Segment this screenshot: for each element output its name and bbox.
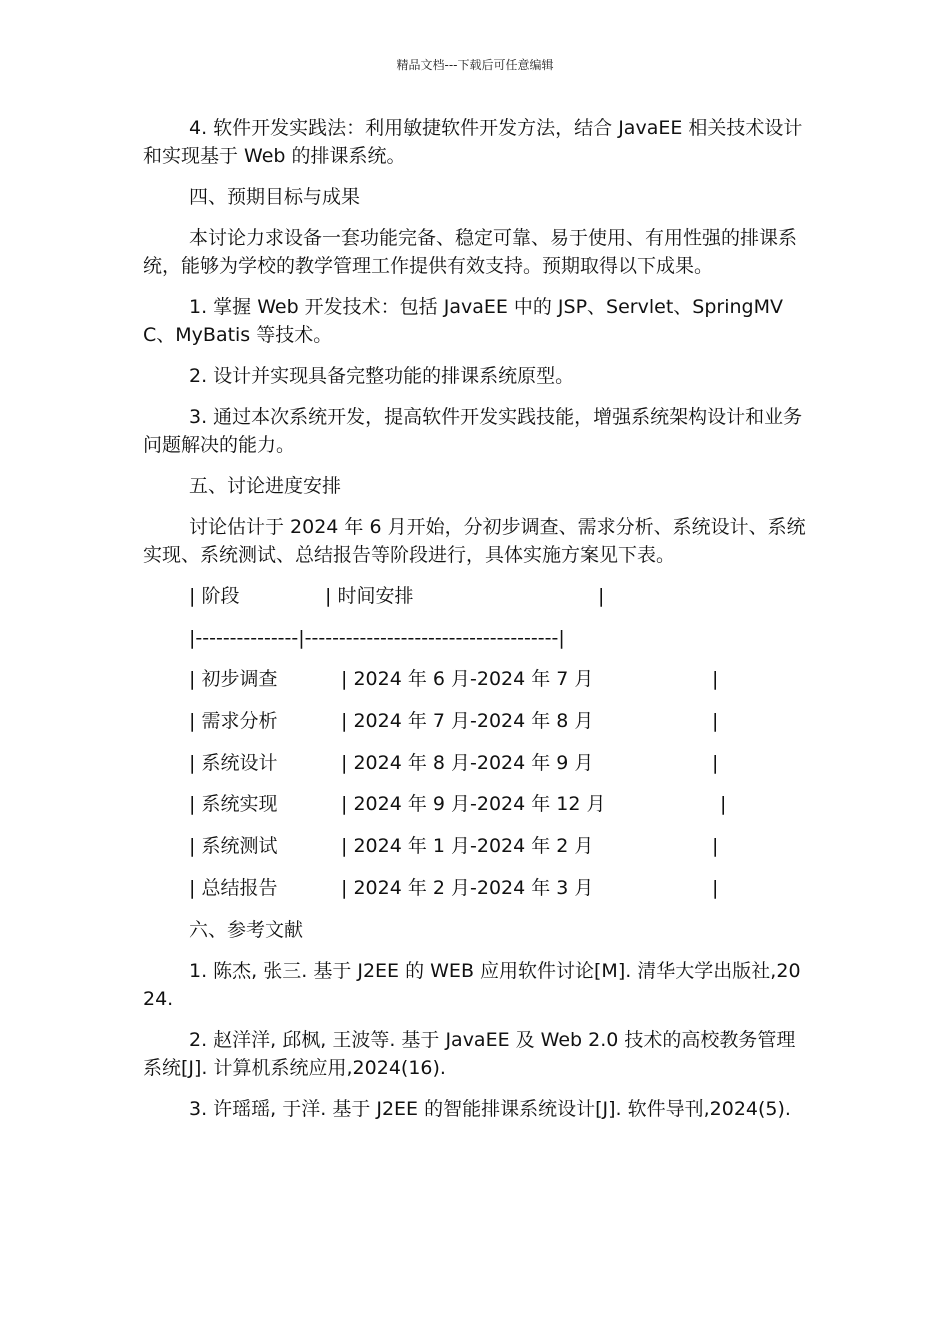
- table-row: [189, 790, 807, 818]
- table-cell-stage: | 系统设计: [189, 751, 278, 774]
- table-cell-end: |: [712, 710, 719, 733]
- table-header-end: |: [598, 585, 605, 607]
- table-cell-time: | 2024 年 9 月-2024 年 12 月: [341, 793, 606, 816]
- schedule-intro: 讨论估计于 2024 年 6 月开始，分初步调查、需求分析、系统设计、系统实现、系统测试、总结报告等阶段进行，具体实施方案见下表。: [143, 516, 806, 566]
- table-cell-time: | 2024 年 1 月-2024 年 2 月: [341, 835, 594, 858]
- table-separator: |---------------|-------------------------------------|: [189, 626, 565, 649]
- table-cell-stage: | 初步调查: [189, 668, 278, 691]
- table-header-row: [189, 582, 807, 610]
- table-header-stage: | 阶段: [189, 585, 240, 607]
- reference-item-3: 3. 许瑶瑶, 于洋. 基于 J2EE 的智能排课系统设计[J]. 软件导刊,2024(5).: [189, 1097, 791, 1120]
- table-cell-end: |: [712, 751, 719, 774]
- page-header: 精品文档---下载后可任意编辑: [396, 58, 554, 72]
- reference-item-2: 2. 赵洋洋, 邱枫, 王波等. 基于 JavaEE 及 Web 2.0 技术的高校教务管理系统[J]. 计算机系统应用,2024(16).: [143, 1028, 796, 1079]
- table-cell-stage: | 总结报告: [189, 876, 278, 899]
- section-heading-references: 六、参考文献: [189, 918, 304, 941]
- table-cell-stage: | 系统实现: [189, 793, 278, 816]
- goals-intro: 本讨论力求设备一套功能完备、稳定可靠、易于使用、有用性强的排课系统，能够为学校的教学管理工作提供有效支持。预期取得以下成果。: [143, 227, 798, 277]
- table-row: [189, 832, 807, 860]
- table-cell-time: | 2024 年 2 月-2024 年 3 月: [341, 876, 594, 899]
- table-cell-end: |: [712, 876, 719, 899]
- table-cell-time: | 2024 年 7 月-2024 年 8 月: [341, 710, 594, 733]
- table-row: [189, 749, 807, 777]
- goal-item-2: 2. 设计并实现具备完整功能的排课系统原型。: [189, 365, 575, 387]
- table-row: [189, 665, 807, 693]
- table-cell-end: |: [720, 793, 727, 816]
- reference-item-1: 1. 陈杰, 张三. 基于 J2EE 的 WEB 应用软件讨论[M]. 清华大学出版社,2024.: [143, 959, 801, 1010]
- table-row: [189, 874, 807, 902]
- section-heading-schedule: 五、讨论进度安排: [189, 475, 342, 497]
- table-cell-time: | 2024 年 8 月-2024 年 9 月: [341, 751, 594, 774]
- table-cell-stage: | 系统测试: [189, 835, 278, 858]
- table-cell-end: |: [712, 668, 719, 691]
- table-cell-stage: | 需求分析: [189, 710, 278, 733]
- table-header-time: | 时间安排: [325, 585, 414, 607]
- schedule-table: [143, 582, 807, 902]
- table-cell-end: |: [712, 835, 719, 858]
- section-heading-goals: 四、预期目标与成果: [189, 186, 361, 208]
- method-item-4: 4. 软件开发实践法：利用敏捷软件开发方法，结合 JavaEE 相关技术设计和实现基于 Web 的排课系统。: [143, 117, 803, 167]
- document-body: [143, 114, 807, 1136]
- goal-item-1: 1. 掌握 Web 开发技术：包括 JavaEE 中的 JSP、Servlet、SpringMVC、MyBatis 等技术。: [143, 296, 783, 346]
- table-cell-time: | 2024 年 6 月-2024 年 7 月: [341, 668, 594, 691]
- goal-item-3: 3. 通过本次系统开发，提高软件开发实践技能，增强系统架构设计和业务问题解决的能力。: [143, 406, 803, 456]
- table-row: [189, 707, 807, 735]
